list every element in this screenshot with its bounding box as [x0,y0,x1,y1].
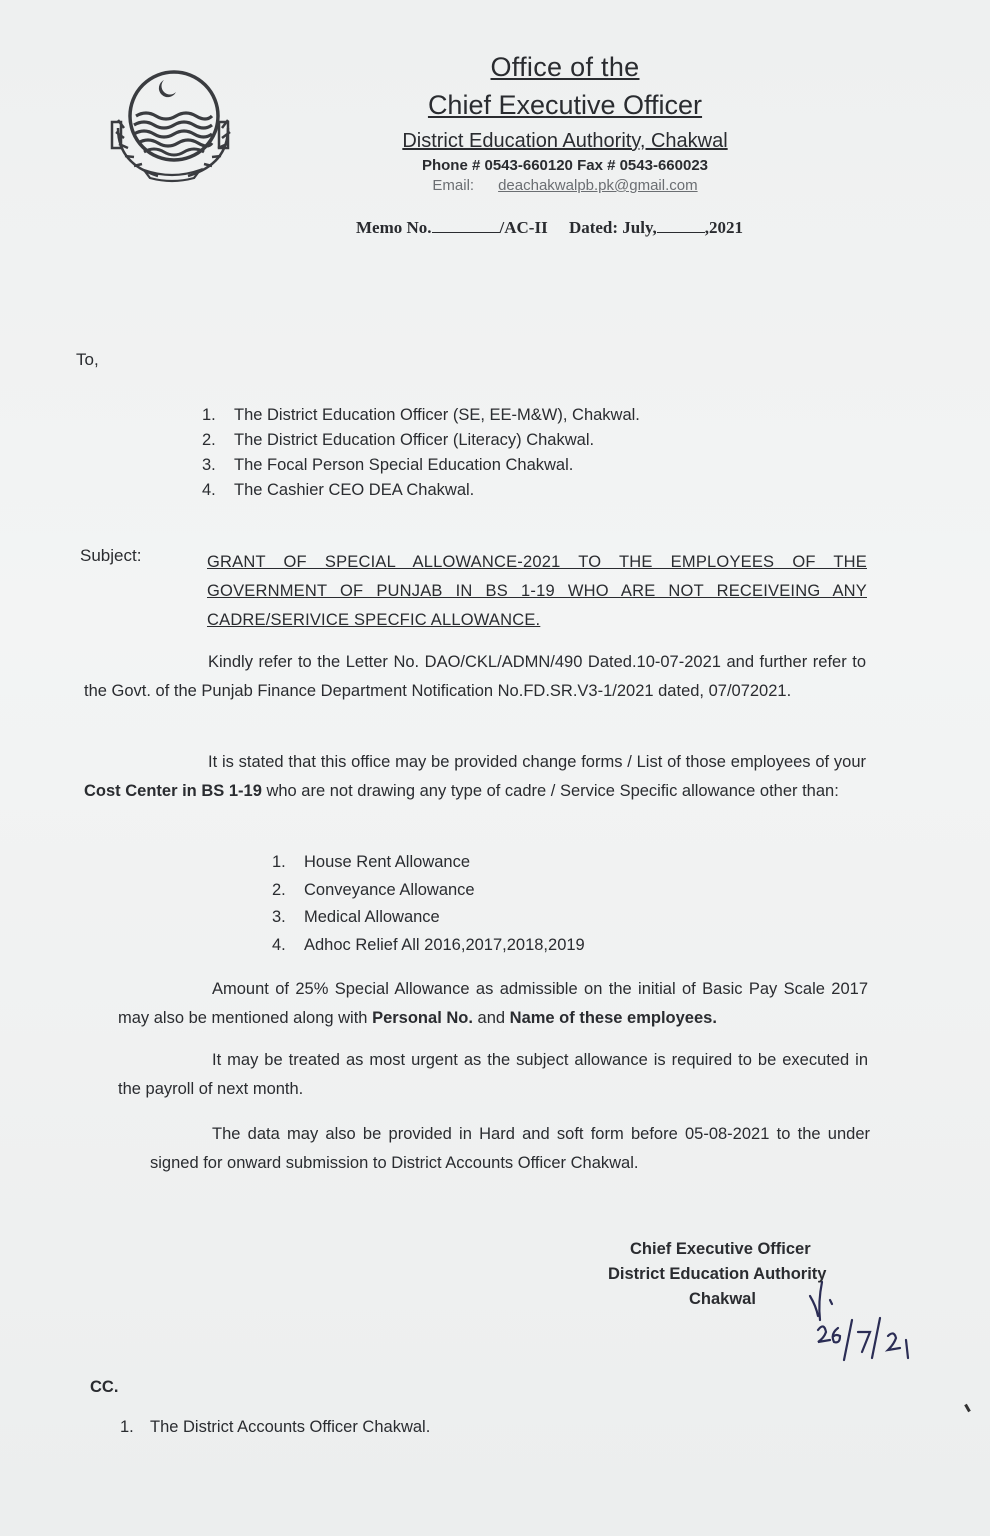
list-item [120,1418,430,1437]
paragraph-amount [118,975,868,1033]
paragraph-text: Amount of 25% Special Allowance as admissible on the initial of Basic Pay Scale 2017 may also be mentioned along with [118,980,868,1027]
signatory-location: Chakwal [689,1290,756,1308]
addressee-text: The District Education Officer (SE, EE-M&W), Chakwal. [234,406,640,424]
list-item [272,905,585,933]
list-number: 2. [202,431,216,449]
authority-name: District Education Authority, Chakwal [402,130,728,152]
list-item [202,479,640,504]
paragraph-text: and [472,1009,510,1027]
dated-label: Dated: July, [568,218,657,237]
list-item [272,850,585,878]
list-number: 4. [202,481,216,499]
paragraph-request [84,748,866,806]
to-label: To, [76,350,99,369]
list-number: 1. [272,853,286,871]
allowance-text: House Rent Allowance [304,853,471,871]
paragraph-text: Kindly refer to the Letter No. DAO/CKL/ADMN/490 Dated.10-07-2021 and further refer to the Govt. of the Punjab Finance Department Notification No.FD.SR.V3-1/2021 dated, 07/072021. [84,653,866,700]
punjab-government-seal-icon [104,58,236,190]
paragraph-bold-text: Personal No. [372,1009,473,1027]
paragraph-reference [84,648,866,706]
phone-fax: Phone # 0543-660120 Fax # 0543-660023 [421,157,709,174]
paragraph-bold-text: Name of these employees. [509,1009,717,1027]
memo-reference [356,218,743,238]
email-line [360,177,770,194]
cc-recipient-text: The District Accounts Officer Chakwal. [150,1418,431,1436]
signatory-title: Chief Executive Officer [630,1240,811,1258]
list-item [202,404,640,429]
cc-list [120,1418,430,1437]
signatory-authority: District Education Authority [608,1265,827,1283]
list-number: 1. [202,406,216,424]
memo-number-blank [432,220,500,233]
paragraph-urgency [118,1046,868,1104]
addressee-text: The District Education Officer (Literacy) Chakwal. [234,431,595,449]
paragraph-text: It may be treated as most urgent as the subject allowance is required to be executed in the payroll of next month. [118,1051,868,1098]
allowance-text: Adhoc Relief All 2016,2017,2018,2019 [304,935,585,954]
addressee-list [202,404,640,504]
allowance-text: Conveyance Allowance [304,880,475,899]
memo-label: Memo No. [356,218,432,237]
memo-year: ,2021 [704,218,744,237]
list-number: 1. [120,1418,134,1436]
list-number: 3. [272,908,286,926]
list-item [272,933,585,961]
allowance-text: Medical Allowance [304,908,440,926]
email-address: deachakwalpb.pk@gmail.com [498,177,698,194]
list-number: 4. [272,935,286,954]
subject-label: Subject: [80,546,142,565]
list-item [202,429,640,454]
cc-label: CC. [90,1378,119,1396]
paragraph-text: It is stated that this office may be provided change forms / List of those employees of your [208,753,866,771]
addressee-text: The Focal Person Special Education Chakwal. [234,456,574,474]
handwritten-signature [800,1278,950,1364]
office-designation: Chief Executive Officer [427,90,703,120]
email-label: Email: [432,177,475,194]
allowance-list [272,850,585,960]
list-number: 3. [202,456,216,474]
memo-suffix: /AC-II [499,218,548,237]
paragraph-text: who are not drawing any type of cadre / Service Specific allowance other than: [261,782,839,800]
list-number: 2. [272,880,286,899]
addressee-text: The Cashier CEO DEA Chakwal. [234,481,475,499]
subject-text: GRANT OF SPECIAL ALLOWANCE-2021 TO THE EMPLOYEES OF THE GOVERNMENT OF PUNJAB IN BS 1-19 WHO ARE NOT RECEIVEING ANY CADRE/SERIVICE SPECFIC ALLOWANCE. [207,553,867,629]
paragraph-text: The data may also be provided in Hard and soft form before 05-08-2021 to the under signed for onward submission to District Accounts Officer Chakwal. [150,1125,870,1172]
paragraph-bold-text: Cost Center in BS 1-19 [84,782,262,800]
list-item [272,878,585,906]
date-blank [657,220,705,233]
paragraph-deadline [150,1120,870,1178]
list-item [202,454,640,479]
paper-mark [964,1404,971,1412]
office-title: Office of the [490,52,640,82]
